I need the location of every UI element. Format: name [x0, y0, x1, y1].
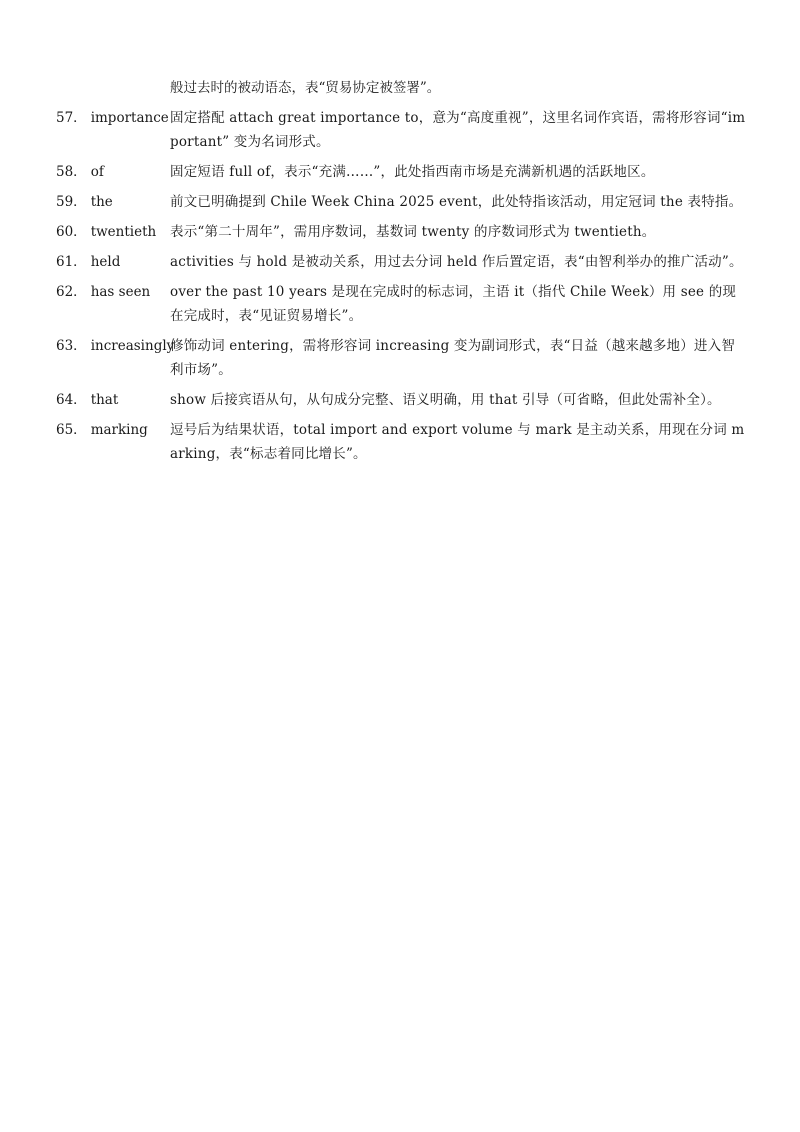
answer-word: twentieth — [90, 224, 157, 240]
item-number: 58． — [56, 164, 87, 180]
item-number: 60． — [56, 224, 87, 240]
item-number: 63． — [56, 338, 87, 354]
answer-word: that — [90, 392, 119, 408]
explanation-text: activities 与 hold 是被动关系，用过去分词 held 作后置定语，表“由智利举办的推广活动”。 — [170, 254, 743, 270]
entry-head — [56, 280, 170, 304]
entry-head — [56, 334, 175, 358]
explanation-text: 逗号后为结果状语，total import and export volume 与 mark 是主动关系，用现在分词 marking，表“标志着同比增长”。 — [170, 422, 745, 462]
item-number: 57． — [56, 110, 87, 126]
entry-head — [56, 160, 170, 184]
answer-word: has seen — [90, 284, 151, 300]
answer-word: the — [90, 194, 113, 210]
entry-head — [56, 190, 170, 214]
answer-word: held — [90, 254, 121, 270]
explanation-text: 前文已明确提到 Chile Week China 2025 event，此处特指该活动，用定冠词 the 表特指。 — [170, 194, 743, 210]
list-item — [56, 418, 746, 466]
list-item — [56, 280, 746, 328]
explanation-text: 修饰动词 entering，需将形容词 increasing 变为副词形式，表“日益（越来越多地）进入智利市场”。 — [170, 338, 736, 378]
explanation-text: 固定搭配 attach great importance to，意为“高度重视”，这里名词作宾语，需将形容词“important” 变为名词形式。 — [170, 110, 746, 150]
answer-word: increasingly — [90, 338, 175, 354]
list-item — [56, 106, 746, 154]
list-item — [56, 160, 746, 184]
entry-head — [56, 388, 170, 412]
list-item — [56, 220, 746, 244]
answer-word: importance — [90, 110, 169, 126]
entry-head — [56, 220, 170, 244]
item-number: 59． — [56, 194, 87, 210]
entry-head — [56, 418, 170, 442]
list-item — [56, 388, 746, 412]
list-item — [56, 190, 746, 214]
list-item — [56, 250, 746, 274]
continuation-line: 般过去时的被动语态，表“贸易协定被签署”。 — [170, 80, 441, 96]
entry-head — [56, 106, 170, 130]
item-number: 62． — [56, 284, 87, 300]
answer-word: marking — [90, 422, 148, 438]
explanation-text: 固定短语 full of，表示“充满……”，此处指西南市场是充满新机遇的活跃地区。 — [170, 164, 655, 180]
answer-list — [56, 106, 746, 472]
explanation-text: show 后接宾语从句，从句成分完整、语义明确，用 that 引导（可省略，但此处需补全）。 — [170, 392, 721, 408]
item-number: 65． — [56, 422, 87, 438]
entry-head — [56, 250, 170, 274]
explanation-text: 表示“第二十周年”，需用序数词，基数词 twenty 的序数词形式为 twentieth。 — [170, 224, 656, 240]
answer-word: of — [90, 164, 104, 180]
item-number: 64． — [56, 392, 87, 408]
item-number: 61． — [56, 254, 87, 270]
explanation-text: over the past 10 years 是现在完成时的标志词，主语 it（指代 Chile Week）用 see 的现在完成时，表“见证贸易增长”。 — [170, 284, 737, 324]
list-item — [56, 334, 746, 382]
